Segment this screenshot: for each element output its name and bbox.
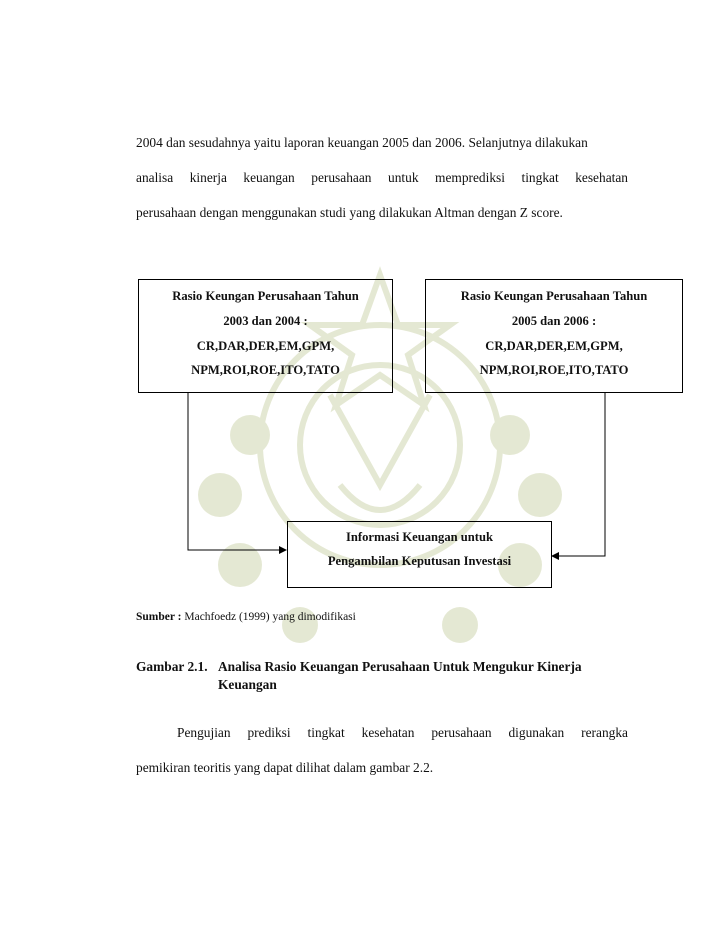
source-text: Machfoedz (1999) yang dimodifikasi [184,611,356,623]
figure-title-line-1: Analisa Rasio Keuangan Perusahaan Untuk Mengukur Kinerja [218,659,582,674]
closing-line-2: pemikiran teoritis yang dapat dilihat dalam gambar 2.2. [136,760,434,775]
left-connector-arrow [188,392,286,550]
source-label: Sumber : [136,611,182,623]
figure-number: Gambar 2.1. [136,659,208,674]
right-box-line-2: 2005 dan 2006 : [511,314,597,328]
right-box-line-3: CR,DAR,DER,EM,GPM, [485,339,623,353]
left-box-line-1: Rasio Keungan Perusahaan Tahun [172,289,359,303]
right-connector-arrow [552,392,605,556]
source-note [136,611,356,623]
figure-title-line-2: Keuangan [218,677,277,692]
left-box-line-4: NPM,ROI,ROE,ITO,TATO [191,363,340,377]
right-box-line-4: NPM,ROI,ROE,ITO,TATO [479,363,629,377]
right-box-line-1: Rasio Keungan Perusahaan Tahun [460,289,648,303]
bottom-box-line-2: Pengambilan Keputusan Investasi [327,554,512,568]
body-line-2: analisa kinerja keuangan perusahaan untuk memprediksi tingkat kesehatan [136,170,628,185]
body-line-1: 2004 dan sesudahnya yaitu laporan keuangan 2005 dan 2006. Selanjutnya dilakukan [136,135,588,150]
left-box-line-3: CR,DAR,DER,EM,GPM, [196,339,335,353]
closing-line-1: Pengujian prediksi tingkat kesehatan perusahaan digunakan rerangka [177,725,628,740]
body-line-3: perusahaan dengan menggunakan studi yang dilakukan Altman dengan Z score. [136,205,563,220]
bottom-box-line-1: Informasi Keuangan untuk [346,530,493,544]
left-box-line-2: 2003 dan 2004 : [223,314,308,328]
